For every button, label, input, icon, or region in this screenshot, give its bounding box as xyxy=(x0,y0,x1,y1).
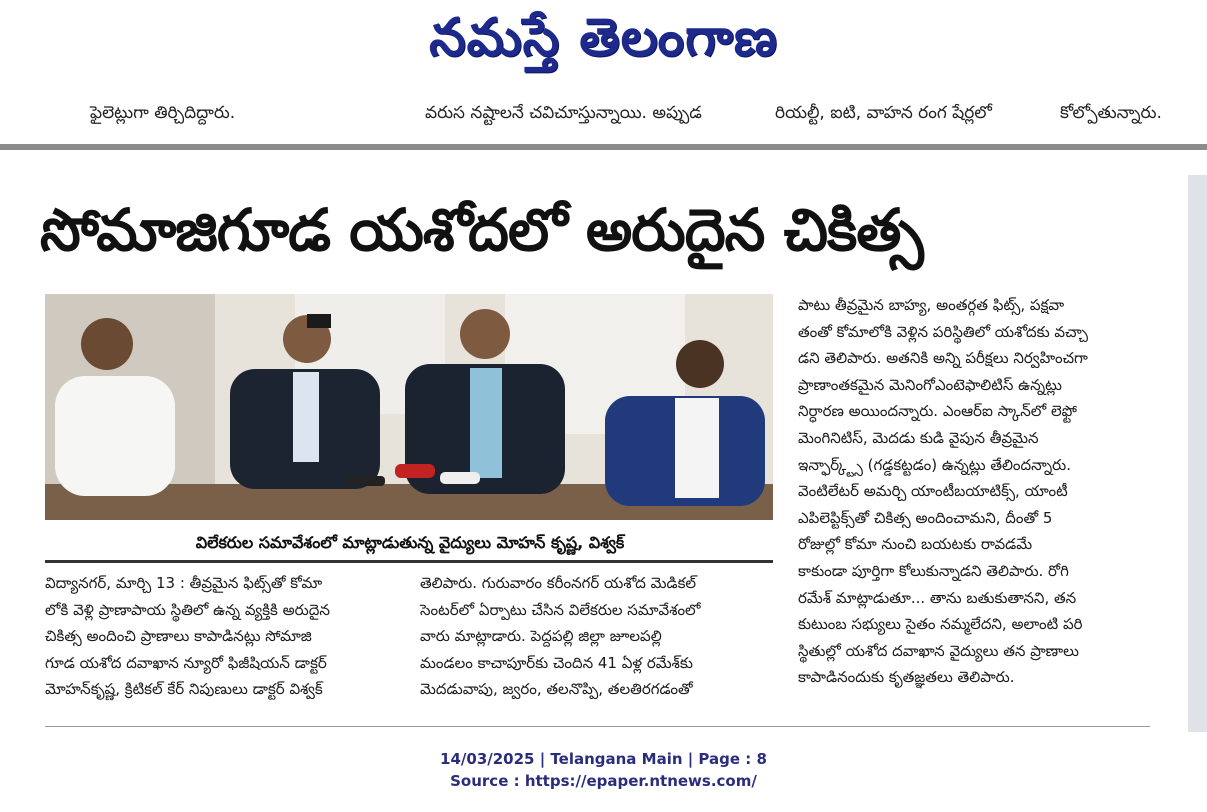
page-edge-strip xyxy=(1188,175,1207,732)
article-column-2 xyxy=(420,570,775,703)
column-line: ఇన్ఫార్క్ట్స్ (గడ్డకట్టడం) ఉన్నట్లు తేలిందన్నారు. xyxy=(798,455,1071,474)
column-line: సెంటర్‌లో ఏర్పాటు చేసిన విలేకరుల సమావేశంలో xyxy=(420,600,701,619)
photo-caption: విలేకరుల సమావేశంలో మాట్లాడుతున్న వైద్యులు మోహన్ కృష్ణ, విశ్వక్ xyxy=(195,533,625,552)
column-line: రోజుల్లో కోమా నుంచి బయటకు రావడమే xyxy=(798,535,1033,554)
column-line: విద్యానగర్, మార్చి 13 : తీవ్రమైన ఫిట్స్‌తో కోమా xyxy=(45,574,323,592)
ticker-strip xyxy=(0,100,1207,126)
column-line: స్థితుల్లో యశోద దవాఖాన వైద్యులు తన ప్రాణాలు xyxy=(798,641,1079,660)
column-line: తెలిపారు. గురువారం కరీంనగర్ యశోద మెడికల్ xyxy=(420,574,697,592)
footer-date-edition: 14/03/2025 | Telangana Main | Page : 8 xyxy=(440,750,767,768)
ticker-text-4: కోల్పోతున్నారు. xyxy=(1060,103,1162,123)
press-conference-image xyxy=(45,294,773,520)
column-line: కుటుంబ సభ్యులు సైతం నమ్మలేదని, అలాంటి పరి xyxy=(798,615,1083,634)
column-line: మోహన్‌కృష్ణ, క్రిటికల్ కేర్ నిపుణులు డాక్టర్ విశ్వక్ xyxy=(45,680,323,699)
header-divider xyxy=(0,144,1207,150)
footer-divider xyxy=(45,726,1150,727)
column-line: పాటు తీవ్రమైన బాహ్య, అంతర్గత ఫిట్స్, పక్షవా xyxy=(798,296,1065,314)
column-line: చికిత్స అందించి ప్రాణాలు కాపాడినట్లు సోమాజి xyxy=(45,627,312,646)
ticker-text-2: వరుస నష్టాలనే చవిచూస్తున్నాయి. అప్పుడ xyxy=(425,103,702,123)
footer-source-link[interactable]: Source : https://epaper.ntnews.com/ xyxy=(450,772,757,790)
column-line: నిర్ధారణ అయిందన్నారు. ఎంఆర్‌ఐ స్కాన్‌లో లెఫ్టో xyxy=(798,402,1077,421)
column-line: గూడ యశోద దవాఖాన న్యూరో ఫిజీషియన్ డాక్టర్ xyxy=(45,653,327,672)
masthead xyxy=(0,0,1207,80)
column-line: రమేశ్ మాట్లాడుతూ... తాను బతుకుతానని, తన xyxy=(798,588,1077,607)
ticker-text-3: రియల్టీ, ఐటి, వాహన రంగ షేర్లలో xyxy=(775,103,992,123)
ticker-text-1: ఫైలెట్లుగా తిర్చిదిద్దారు. xyxy=(90,103,236,123)
article-column-1 xyxy=(45,570,390,703)
column-line: ఎపిలెప్టిక్స్‌తో చికిత్స అందించామని, దీంతో 5 xyxy=(798,508,1053,527)
column-line: డని తెలిపారు. అతనికి అన్ని పరీక్షలు నిర్వహించగా xyxy=(798,349,1088,368)
article-column-3 xyxy=(798,292,1153,691)
caption-divider xyxy=(45,560,773,563)
column-line: కాకుండా పూర్తిగా కోలుకున్నాడని తెలిపారు. రోగి xyxy=(798,561,1069,580)
column-line: లోకి వెళ్లి ప్రాణాపాయ స్థితిలో ఉన్న వ్యక్తికి అరుదైన xyxy=(45,600,330,619)
column-line: తంతో కోమాలోకి వెళ్లిన పరిస్థితిలో యశోదకు వచ్చా xyxy=(798,322,1089,341)
masthead-logo: నమస్తే తెలంగాణ xyxy=(429,8,778,68)
column-line: మెంగినిటిస్, మెదడు కుడి వైపున తీవ్రమైన xyxy=(798,428,1039,447)
column-line: ప్రాణాంతకమైన మెనింగోఎంటెఫాలిటిస్ ఉన్నట్లు xyxy=(798,375,1062,394)
column-line: మండలం కాచాపూర్‌కు చెందిన 41 ఏళ్ల రమేశ్‌కు xyxy=(420,653,693,672)
column-line: వెంటిలేటర్ అమర్చి యాంటీబయాటిక్స్, యాంటీ xyxy=(798,482,1068,501)
article-headline: సోమాజిగూడ యశోదలో అరుదైన చికిత్స xyxy=(40,196,923,264)
column-line: మెదడువాపు, జ్వరం, తలనొప్పి, తలతిరగడంతో xyxy=(420,680,693,699)
column-line: కాపాడినందుకు కృతజ్ఞతలు తెలిపారు. xyxy=(798,668,1015,687)
article-photo xyxy=(45,294,773,520)
column-line: వారు మాట్లాడారు. పెద్దపల్లి జిల్లా జూలపల్లి xyxy=(420,627,662,646)
